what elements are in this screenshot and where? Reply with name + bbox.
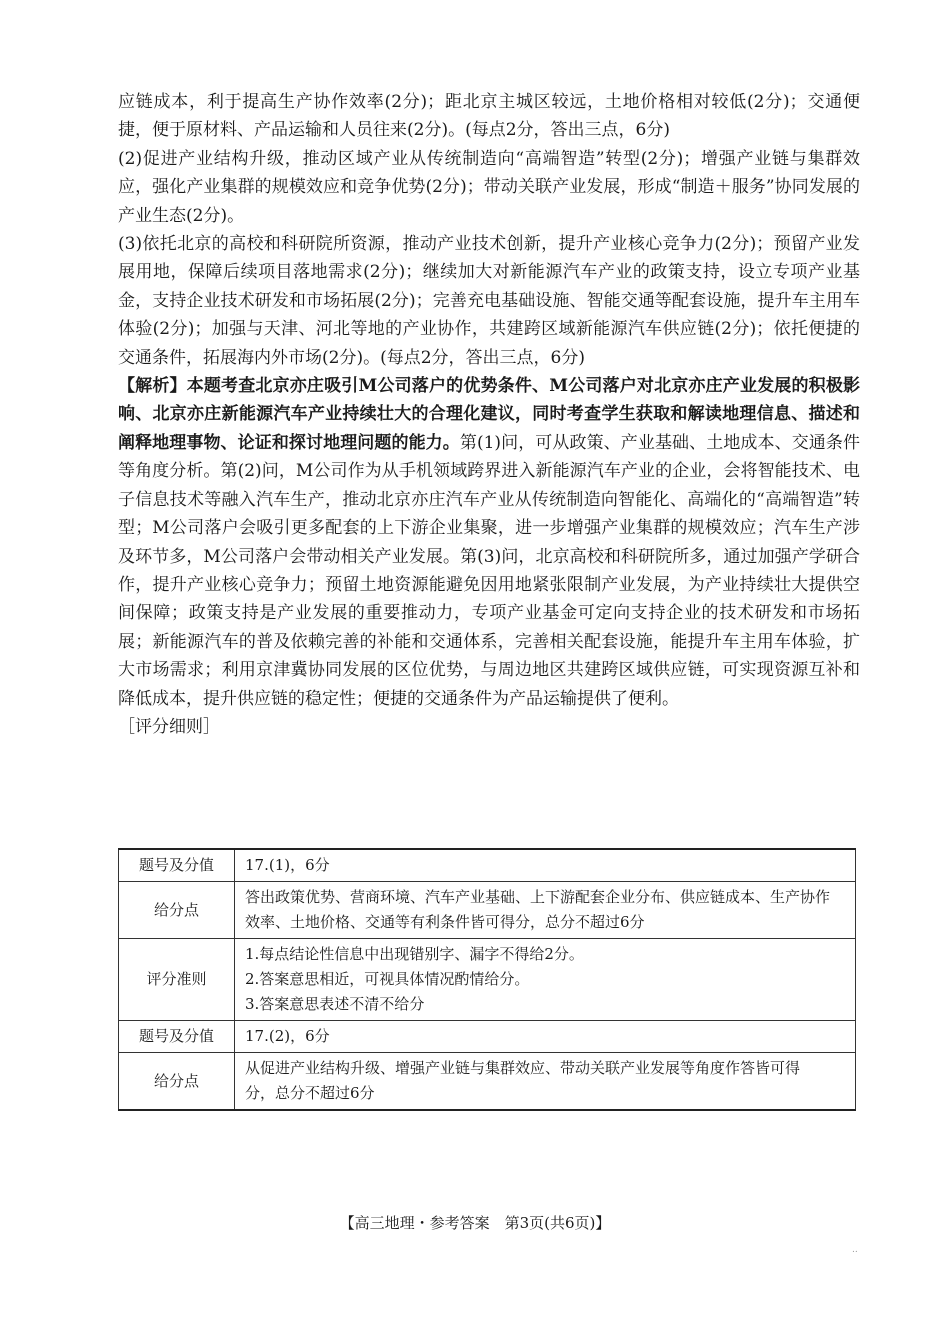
analysis-intro: 本题考查北京亦庄吸引M公司落户的优势条件、M公司落户对北京亦庄产业发展的积极影响、北京亦庄新能源汽车产业持续壮大的合理化建议，同时考查学生获取和解读地理信息、描述和阐释地理事物、论证和探讨地理问题的能力。 xyxy=(118,376,860,453)
rubric-label-points: 给分点 xyxy=(119,1053,235,1111)
corner-dots: .. xyxy=(852,1245,858,1255)
table-row xyxy=(119,849,856,882)
table-row xyxy=(119,1021,856,1053)
rubric-label-question: 题号及分值 xyxy=(119,849,235,882)
rubric-criteria-line: 1.每点结论性信息中出现错别字、漏字不得给2分。 xyxy=(245,945,584,963)
rubric-value-question: 17.(1)，6分 xyxy=(235,849,856,882)
rubric-table xyxy=(118,848,856,1111)
rubric-value-points xyxy=(235,882,856,939)
rubric-points-line: 答出政策优势、营商环境、汽车产业基础、上下游配套企业分布、供应链成本、生产协作 xyxy=(245,888,831,906)
answer-part3: (3)依托北京的高校和科研院所资源，推动产业技术创新，提升产业核心竞争力(2分)；预留产业发展用地，保障后续项目落地需求(2分)；继续加大对新能源汽车产业的政策支持，设立专项产业基金，支持企业技术研发和市场拓展(2分)；完善充电基础设施、智能交通等配套设施，提升车主用车体验(2分)；加强与天津、河北等地的产业协作，共建跨区域新能源汽车供应链(2分)；依托便捷的交通条件，拓展海内外市场(2分)。(每点2分，答出三点，6分) xyxy=(118,234,860,368)
table-row xyxy=(119,1053,856,1111)
rubric-label-points: 给分点 xyxy=(119,882,235,939)
rubric-criteria-line: 2.答案意思相近，可视具体情况酌情给分。 xyxy=(245,970,530,988)
rubric-title: ［评分细则］ xyxy=(118,716,220,737)
answer-part1-continued: 应链成本，利于提高生产协作效率(2分)；距北京主城区较远，土地价格相对较低(2分)；交通便捷，便于原材料、产品运输和人员往来(2分)。(每点2分，答出三点，6分) xyxy=(118,92,860,141)
rubric-value-question: 17.(2)，6分 xyxy=(235,1021,856,1053)
table-row xyxy=(119,882,856,939)
rubric-points-line: 效率、土地价格、交通等有利条件皆可得分，总分不超过6分 xyxy=(245,913,645,931)
rubric-label-criteria: 评分准则 xyxy=(119,939,235,1021)
rubric-label-question: 题号及分值 xyxy=(119,1021,235,1053)
rubric-points-line: 分，总分不超过6分 xyxy=(245,1084,375,1102)
answer-content xyxy=(118,88,860,741)
rubric-criteria-line: 3.答案意思表述不清不给分 xyxy=(245,995,425,1013)
analysis-paragraph xyxy=(118,372,860,713)
analysis-body: 第(1)问，可从政策、产业基础、土地成本、交通条件等角度分析。第(2)问，M公司作为从手机领域跨界进入新能源汽车产业的企业，会将智能技术、电子信息技术等融入汽车生产，推动北京亦庄汽车产业从传统制造向智能化、高端化的“高端智造”转型；M公司落户会吸引更多配套的上下游企业集聚，进一步增强产业集群的规模效应；汽车生产涉及环节多，M公司落户会带动相关产业发展。第(3)问，北京高校和科研院所多，通过加强产学研合作，提升产业核心竞争力；预留土地资源能避免因用地紧张限制产业发展，为产业持续壮大提供空间保障；政策支持是产业发展的重要推动力，专项产业基金可定向支持企业的技术研发和市场拓展；新能源汽车的普及依赖完善的补能和交通体系，完善相关配套设施，能提升车主用车体验，扩大市场需求；利用京津冀协同发展的区位优势，与周边地区共建跨区域供应链，可实现资源互补和降低成本，提升供应链的稳定性；便捷的交通条件为产品运输提供了便利。 xyxy=(118,432,860,709)
rubric-points-line: 从促进产业结构升级、增强产业链与集群效应、带动关联产业发展等角度作答皆可得 xyxy=(245,1059,801,1077)
analysis-label: 【解析】 xyxy=(118,376,187,397)
page-footer: 【高三地理・参考答案 第3页(共6页)】 xyxy=(339,1214,611,1232)
rubric-value-criteria xyxy=(235,939,856,1021)
answer-part2: (2)促进产业结构升级，推动区域产业从传统制造向“高端智造”转型(2分)；增强产业链与集群效应，强化产业集群的规模效应和竞争优势(2分)；带动关联产业发展，形成“制造＋服务”协同发展的产业生态(2分)。 xyxy=(118,148,860,226)
rubric-value-points xyxy=(235,1053,856,1111)
table-row xyxy=(119,939,856,1021)
